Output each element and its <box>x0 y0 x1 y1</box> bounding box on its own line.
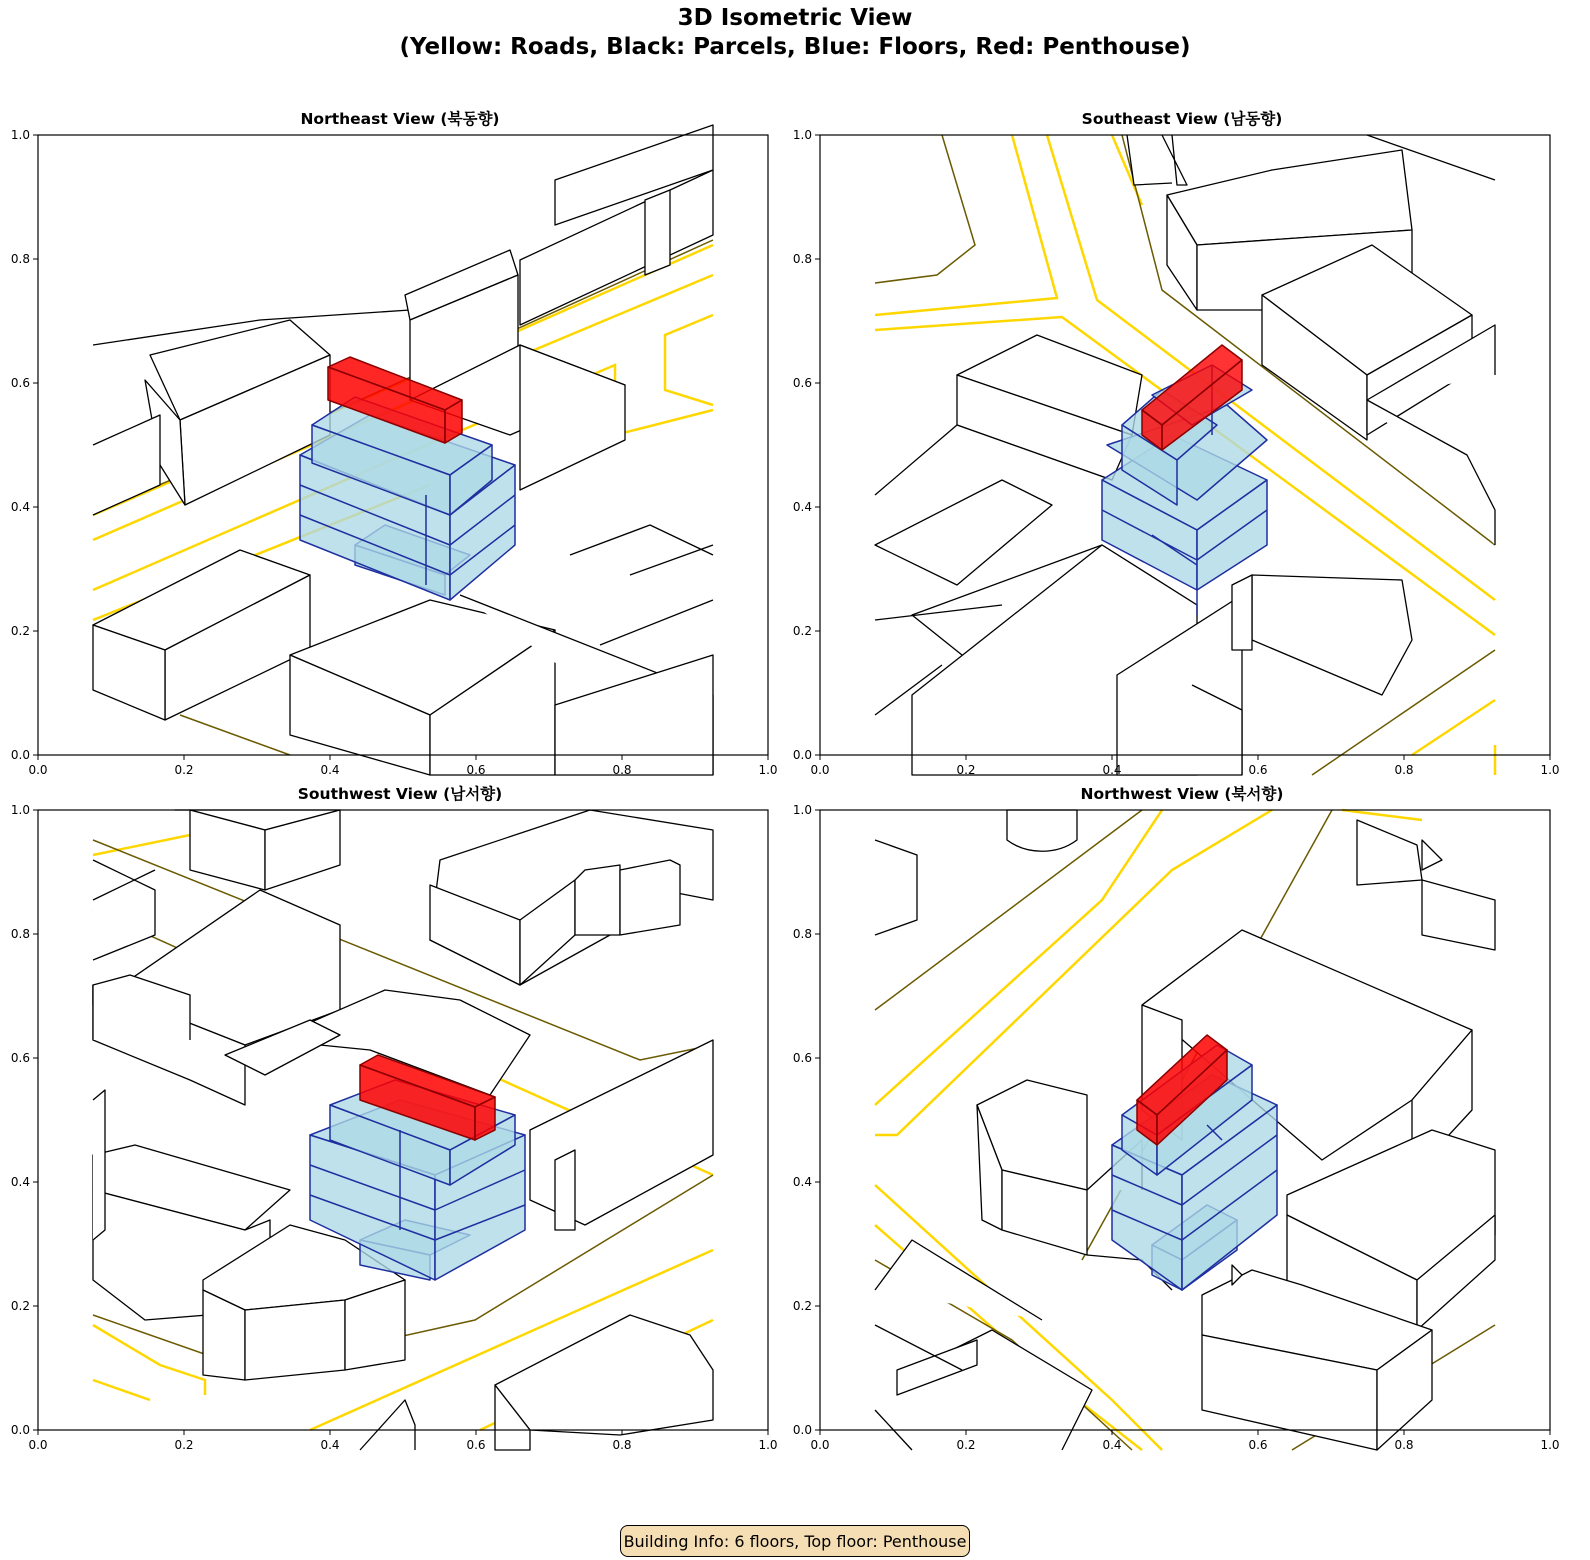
x-tick-label: 1.0 <box>758 1438 778 1452</box>
x-tick-label: 0.8 <box>1394 1438 1414 1452</box>
x-tick-label: 1.0 <box>1540 763 1560 777</box>
x-tick-label: 0.6 <box>1248 763 1268 777</box>
y-tick-label: 0.2 <box>10 1299 30 1313</box>
figure-title-line1: 3D Isometric View <box>677 5 913 31</box>
y-tick-label: 0.6 <box>10 376 30 390</box>
y-tick-label: 0.4 <box>792 1175 812 1189</box>
x-tick-label: 0.4 <box>320 763 340 777</box>
x-tick-label: 0.0 <box>28 763 48 777</box>
panel-northwest <box>792 785 1560 1455</box>
southeast-view-plot <box>792 128 1560 777</box>
building-info-box: Building Info: 6 floors, Top floor: Penthouse <box>620 1525 970 1557</box>
y-tick-label: 0.0 <box>792 748 812 762</box>
x-tick-label: 0.8 <box>1394 763 1414 777</box>
y-tick-label: 1.0 <box>10 803 30 817</box>
x-tick-label: 0.6 <box>466 763 486 777</box>
x-tick-label: 0.0 <box>28 1438 48 1452</box>
y-tick-label: 0.6 <box>792 1051 812 1065</box>
x-tick-label: 0.2 <box>956 1438 976 1452</box>
x-tick-label: 0.0 <box>810 763 830 777</box>
y-tick-label: 0.0 <box>792 1423 812 1437</box>
y-tick-label: 0.2 <box>792 1299 812 1313</box>
x-tick-label: 0.4 <box>1102 763 1122 777</box>
y-tick-label: 0.8 <box>792 927 812 941</box>
panel-southeast <box>792 110 1560 780</box>
x-tick-label: 0.6 <box>1248 1438 1268 1452</box>
y-tick-label: 1.0 <box>10 128 30 142</box>
x-tick-label: 1.0 <box>1540 1438 1560 1452</box>
x-tick-label: 0.8 <box>612 1438 632 1452</box>
y-tick-label: 0.4 <box>792 500 812 514</box>
figure-title-line2: (Yellow: Roads, Black: Parcels, Blue: Floors, Red: Penthouse) <box>399 34 1191 60</box>
panel-southwest <box>10 785 778 1455</box>
northeast-view-plot <box>10 128 778 777</box>
y-tick-label: 0.4 <box>10 500 30 514</box>
y-tick-label: 0.8 <box>10 927 30 941</box>
y-tick-label: 0.8 <box>10 252 30 266</box>
y-tick-label: 0.0 <box>10 1423 30 1437</box>
y-tick-label: 0.8 <box>792 252 812 266</box>
southwest-view-plot <box>10 803 778 1452</box>
y-tick-label: 0.0 <box>10 748 30 762</box>
x-tick-label: 0.0 <box>810 1438 830 1452</box>
y-tick-label: 0.6 <box>10 1051 30 1065</box>
x-tick-label: 0.6 <box>466 1438 486 1452</box>
y-tick-label: 1.0 <box>792 803 812 817</box>
figure-title <box>0 4 1590 62</box>
y-tick-label: 0.2 <box>10 624 30 638</box>
y-tick-label: 0.2 <box>792 624 812 638</box>
x-tick-label: 0.2 <box>956 763 976 777</box>
northwest-view-plot <box>792 803 1560 1452</box>
panel-title: Northwest View (북서향) <box>1080 785 1284 803</box>
panel-northeast <box>10 110 778 780</box>
y-tick-label: 0.6 <box>792 376 812 390</box>
x-tick-label: 0.4 <box>1102 1438 1122 1452</box>
y-tick-label: 0.4 <box>10 1175 30 1189</box>
x-tick-label: 0.2 <box>174 763 194 777</box>
panel-title: Northeast View (북동향) <box>300 110 500 128</box>
x-tick-label: 1.0 <box>758 763 778 777</box>
x-tick-label: 0.8 <box>612 763 632 777</box>
panel-title: Southeast View (남동향) <box>1081 110 1283 128</box>
y-tick-label: 1.0 <box>792 128 812 142</box>
x-tick-label: 0.2 <box>174 1438 194 1452</box>
panel-title: Southwest View (남서향) <box>297 785 503 803</box>
x-tick-label: 0.4 <box>320 1438 340 1452</box>
